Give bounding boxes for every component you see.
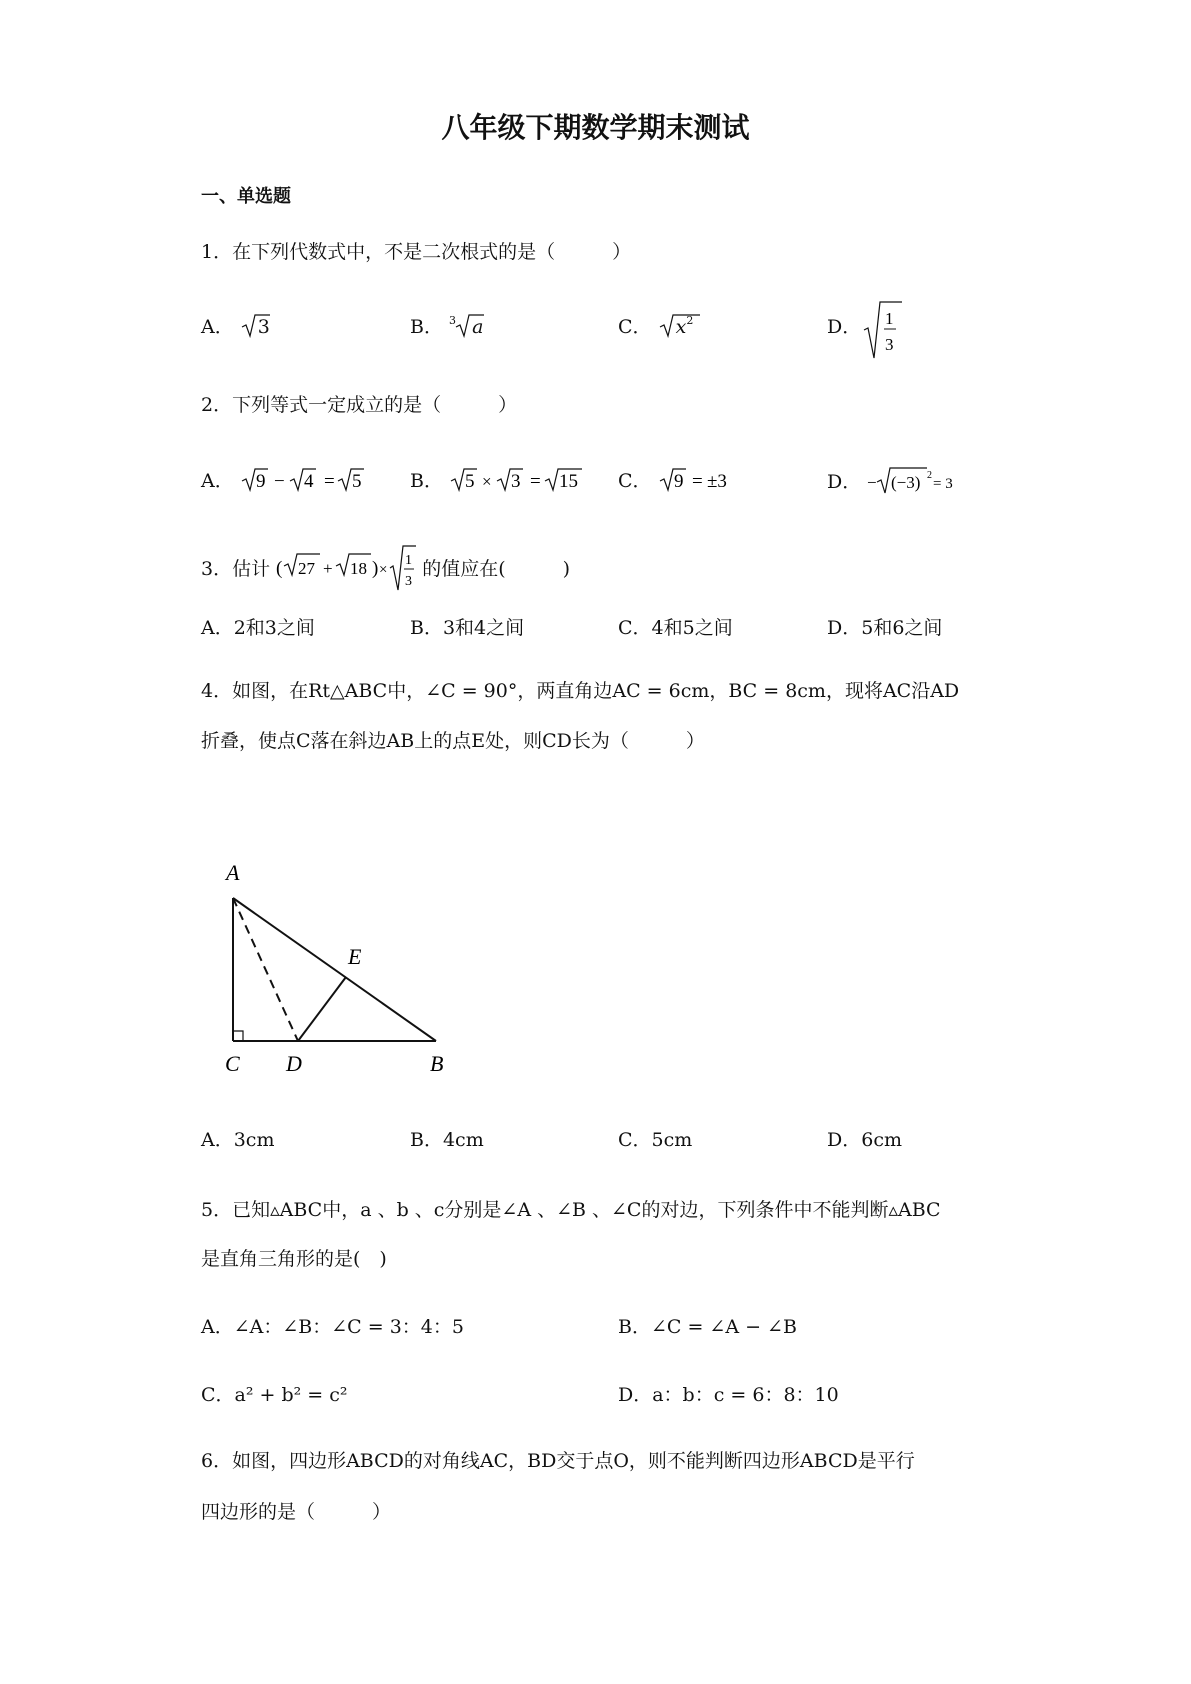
svg-text:(: (: [276, 558, 283, 579]
q1-d-num: 1: [885, 309, 894, 328]
q2-option-a[interactable]: [201, 466, 365, 494]
label-d: D: [286, 1051, 302, 1076]
q1-option-b[interactable]: [410, 312, 483, 340]
q3-option-b[interactable]: B．3和4之间: [410, 617, 525, 639]
q1-c-expr: x: [675, 316, 687, 338]
q2-a-expr: [240, 466, 365, 494]
q2-stem: 2．下列等式一定成立的是（ ）: [201, 394, 518, 416]
q2-b-label: B．: [410, 470, 443, 492]
q3-suffix: 的值应在( ): [422, 558, 571, 580]
q2-d-expr: [867, 466, 962, 496]
svg-text:−: −: [273, 471, 285, 492]
q1-c-label: C．: [618, 316, 652, 338]
svg-text:4: 4: [303, 471, 314, 492]
label-b: B: [430, 1051, 444, 1076]
q2-b-expr: [449, 466, 584, 494]
svg-text:−: −: [867, 473, 877, 492]
svg-text:= 3: = 3: [933, 476, 953, 492]
svg-text:15: 15: [559, 471, 579, 492]
q1-d-label: D．: [827, 316, 862, 338]
svg-text:27: 27: [298, 559, 316, 578]
q4-option-a[interactable]: A．3cm: [201, 1129, 275, 1151]
q4-line1: 4．如图，在Rt△ABC中，∠C = 90°，两直角边AC = 6cm，BC = 8cm，现将AC沿AD: [201, 680, 960, 702]
svg-text:5: 5: [465, 471, 475, 492]
q2-option-c[interactable]: [618, 466, 733, 494]
q6-line2: 四边形的是（ ）: [201, 1501, 392, 1523]
q5-option-b[interactable]: B．∠C = ∠A − ∠B: [618, 1316, 797, 1338]
q4-option-d[interactable]: D．6cm: [827, 1129, 902, 1151]
q3-option-c[interactable]: C．4和5之间: [618, 617, 733, 639]
svg-text:=: =: [323, 471, 335, 492]
q3-stem: [201, 544, 570, 592]
q2-option-b[interactable]: [410, 466, 584, 494]
q5-option-c[interactable]: C．a² + b² = c²: [201, 1384, 348, 1406]
q4-line2: 折叠，使点C落在斜边AB上的点E处，则CD长为（ ）: [201, 730, 705, 752]
q1-a-expr: 3: [257, 316, 270, 338]
q2-a-label: A．: [201, 470, 234, 492]
q2-d-label: D．: [827, 471, 862, 493]
q5-line2: 是直角三角形的是( ): [201, 1248, 387, 1270]
q3-expression: [276, 544, 416, 592]
q5-option-a[interactable]: A．∠A：∠B：∠C = 3：4：5: [201, 1316, 464, 1338]
fold-line-ad: [233, 898, 298, 1041]
q2-c-expr: [658, 466, 733, 494]
svg-text:9: 9: [255, 471, 266, 492]
q2-c-label: C．: [618, 470, 652, 492]
q6-line1: 6．如图，四边形ABCD的对角线AC，BD交于点O，则不能判断四边形ABCD是平行: [201, 1450, 915, 1472]
svg-text:+: +: [323, 559, 333, 578]
q1-b-expr: a: [472, 316, 484, 338]
q1-d-den: 3: [885, 335, 894, 354]
svg-text:×: ×: [379, 562, 388, 578]
svg-text:=: =: [530, 471, 541, 492]
svg-text:18: 18: [350, 559, 368, 578]
q1-stem: 1．在下列代数式中，不是二次根式的是（ ）: [201, 241, 632, 263]
right-angle-mark: [233, 1031, 243, 1041]
svg-text:1: 1: [405, 553, 413, 568]
q1-option-d[interactable]: [827, 312, 861, 339]
q3-prefix: 3．估计: [201, 558, 271, 580]
label-c: C: [225, 1051, 240, 1076]
section-heading: 一、单选题: [201, 186, 291, 207]
q3-option-a[interactable]: A．2和3之间: [201, 617, 315, 639]
q1-a-label: A．: [201, 316, 234, 338]
svg-text:2: 2: [927, 470, 933, 481]
q1-b-label: B．: [410, 316, 443, 338]
svg-text:5: 5: [351, 471, 362, 492]
q5-line1: 5．已知▵ABC中，a 、b 、c分别是∠A 、∠B 、∠C的对边，下列条件中不能判断▵ABC: [201, 1199, 941, 1221]
svg-text:(−3): (−3): [891, 473, 921, 492]
svg-text:±3: ±3: [706, 471, 727, 492]
q4-option-b[interactable]: B．4cm: [410, 1129, 484, 1151]
page-title: 八年级下期数学期末测试: [441, 111, 750, 144]
segment-de: [298, 977, 346, 1041]
q1-option-c[interactable]: C． $x^2$: [618, 312, 693, 340]
svg-text:=: =: [691, 471, 703, 492]
q4-triangle-figure: [220, 858, 460, 1080]
label-a: A: [226, 860, 240, 885]
label-e: E: [348, 944, 362, 969]
svg-text:): ): [372, 558, 379, 579]
svg-text:9: 9: [673, 471, 684, 492]
q1-option-a[interactable]: [201, 312, 270, 340]
svg-text:3: 3: [405, 574, 413, 589]
q2-option-d[interactable]: [827, 466, 962, 496]
side-ab: [233, 898, 436, 1041]
q5-option-d[interactable]: D．a：b：c = 6：8：10: [618, 1384, 839, 1406]
q4-option-c[interactable]: C．5cm: [618, 1129, 693, 1151]
svg-text:3: 3: [511, 471, 521, 492]
q3-option-d[interactable]: D．5和6之间: [827, 617, 943, 639]
q1-d-fraction-sqrt: [862, 298, 902, 360]
q1-b-index: 3: [449, 314, 457, 327]
svg-text:×: ×: [482, 472, 492, 491]
